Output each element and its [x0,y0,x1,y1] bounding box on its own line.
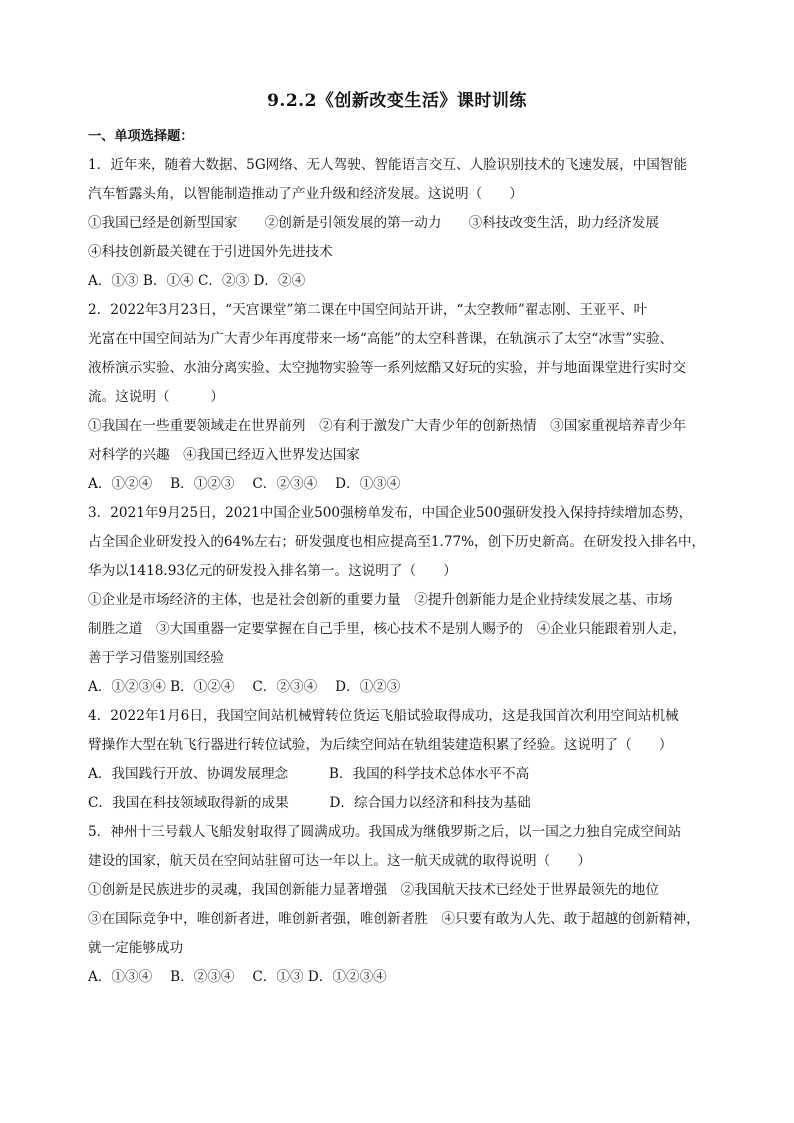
document-body [88,122,708,992]
text-line: 建设的国家，航天员在空间站驻留可达一年以上。这一航天成就的取得说明（ ） [88,853,591,869]
text-line: ①我国在一些重要领域走在世界前列 ②有利于激发广大青少年的创新热情 ③国家重视培养青少年 [88,418,687,434]
text-line: 就一定能够成功 [88,940,184,956]
text-line: ①企业是市场经济的主体，也是社会创新的重要力量 ②提升创新能力是企业持续发展之基、市场 [88,592,673,608]
text-line: 善于学习借鉴别国经验 [88,650,224,666]
text-line: 汽车暂露头角，以智能制造推动了产业升级和经济发展。这说明（ ） [88,186,523,202]
section-heading: 一、单项选择题： [88,129,194,144]
document-title: 9.2.2《创新改变生活》课时训练 [267,91,527,111]
text-line: 2．2022年3月23日，“天宫课堂”第二课在中国空间站开讲，“太空教师”翟志刚、王亚平、叶 [88,302,648,318]
text-line: ④科技创新最关键在于引进国外先进技术 [88,244,333,260]
text-line: 制胜之道 ③大国重器一定要掌握在自己手里，核心技术不是别人赐予的 ④企业只能跟着别人走， [88,621,687,637]
text-line: 华为以1418.93亿元的研发投入排名第一。这说明了（ ） [88,563,457,579]
text-line: ①我国已经是创新型国家 ②创新是引领发展的第一动力 ③科技改变生活，助力经济发展 [88,215,659,231]
text-line: A．①②④ B．①②③ C．②③④ D．①③④ [88,476,401,492]
text-line: 4．2022年1月6日，我国空间站机械臂转位货运飞船试验取得成功，这是我国首次利用空间站机械 [88,708,679,724]
text-line: C．我国在科技领域取得新的成果 D．综合国力以经济和科技为基础 [88,795,531,811]
text-line: 流。这说明（ ） [88,389,224,405]
text-line: 光富在中国空间站为广大青少年再度带来一场“高能”的太空科普课，在轨演示了太空“冰雪”实验、 [88,331,674,347]
text-line: ③在国际竞争中，唯创新者进，唯创新者强，唯创新者胜 ④只要有敢为人先、敢于超越的创新精神， [88,911,700,927]
text-line: 5．神州十三号载人飞船发射取得了圆满成功。我国成为继俄罗斯之后，以一国之力独自完成空间站 [88,824,682,840]
text-line: A．①②③④ B．①②④ C．②③④ D．①②③ [88,679,401,695]
text-line: A．我国践行开放、协调发展理念 B．我国的科学技术总体水平不高 [88,766,530,782]
text-line: A．①③ B．①④ C．②③ D．②④ [88,273,306,289]
text-line: 1．近年来，随着大数据、5G网络、无人驾驶、智能语言交互、人脸识别技术的飞速发展，中国智能 [88,157,688,173]
text-line: 占全国企业研发投入的64%左右；研发强度也相应提高至1.77%，创下历史新高。在研发投入排名中， [88,534,706,550]
text-line: A．①③④ B．②③④ C．①③ D．①②③④ [88,969,387,985]
text-line: 对科学的兴趣 ④我国已经迈入世界发达国家 [88,447,360,463]
text-line: ①创新是民族进步的灵魂，我国创新能力显著增强 ②我国航天技术已经处于世界最领先的地位 [88,882,659,898]
text-line: 3．2021年9月25日，2021中国企业500强榜单发布，中国企业500强研发投入保持持续增加态势， [88,505,693,521]
text-line: 液桥演示实验、水油分离实验、太空抛物实验等一系列炫酷又好玩的实验，并与地面课堂进行实时交 [88,360,687,376]
text-line: 臂操作大型在轨飞行器进行转位试验，为后续空间站在轨组装建造积累了经验。这说明了（ ） [88,737,673,753]
